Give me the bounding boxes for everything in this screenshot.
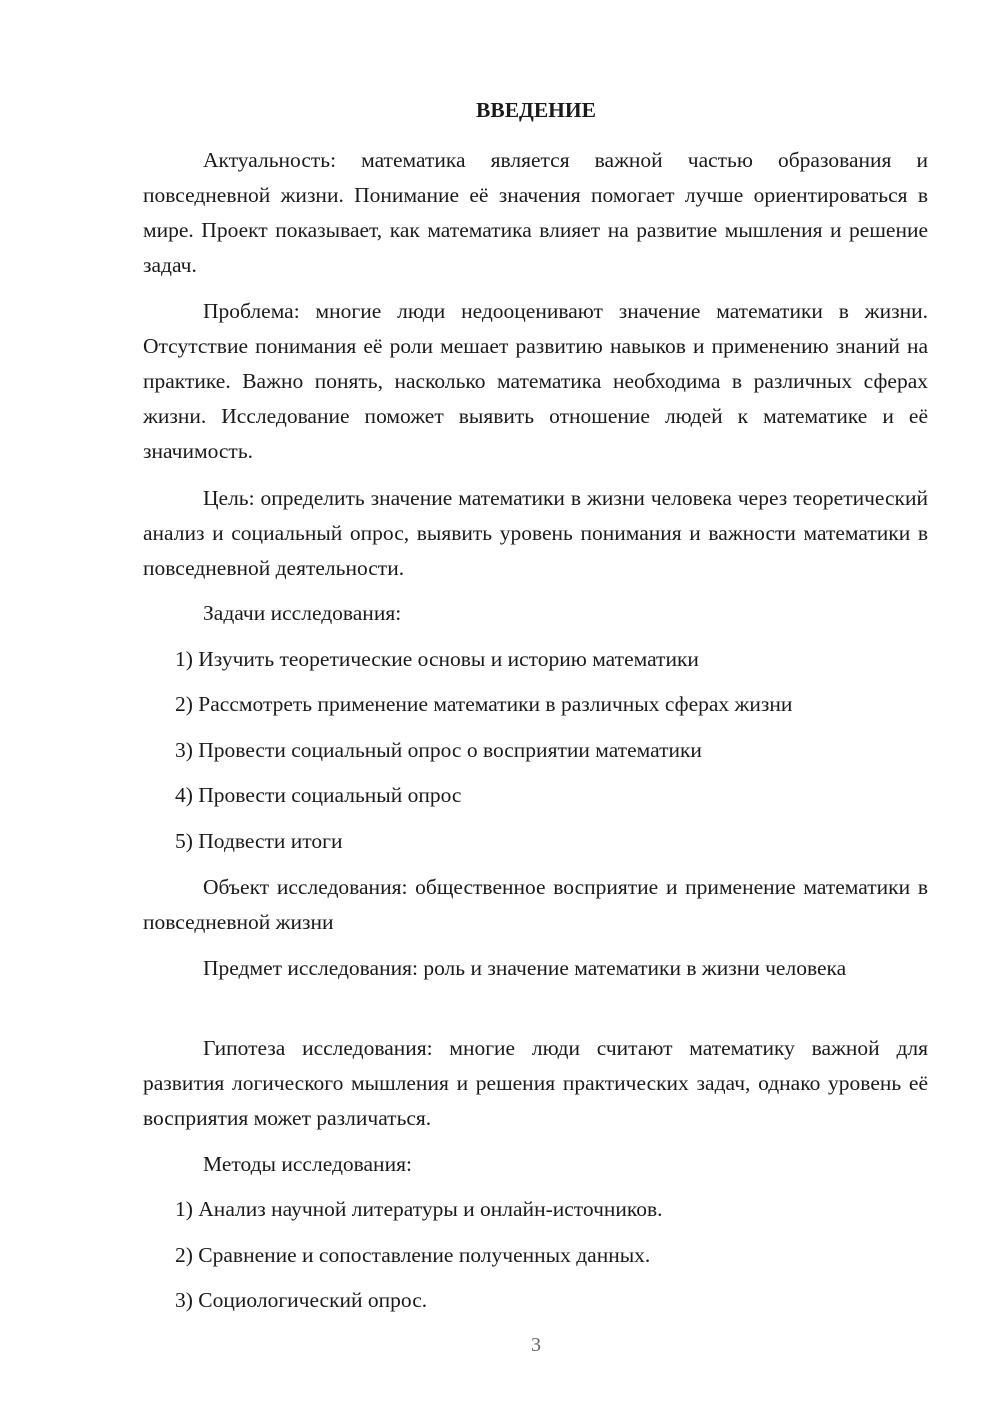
task-item: 2) Рассмотреть применение математики в различных сферах жизни [175, 692, 793, 716]
subject-paragraph: Предмет исследования: роль и значение математики в жизни человека [203, 956, 847, 980]
goal-paragraph: Цель: определить значение математики в жизни человека через теоретический анализ и социальный опрос, выявить уровень понимания и важности математики в повседневной деятельности. [143, 486, 928, 580]
method-item: 2) Сравнение и сопоставление полученных данных. [175, 1243, 651, 1267]
page-title: ВВЕДЕНИЕ [476, 98, 596, 122]
hypothesis-paragraph: Гипотеза исследования: многие люди считают математику важной для развития логического мышления и решения практических задач, однако уровень её восприятия может различаться. [143, 1036, 928, 1130]
problem-paragraph: Проблема: многие люди недооценивают значение математики в жизни. Отсутствие понимания её роли мешает развитию навыков и применению знаний на практике. Важно понять, насколько математика необходима в различных сферах жизни. Исследование поможет выявить отношение людей к математике и её значимость. [143, 299, 928, 463]
relevance-paragraph: Актуальность: математика является важной частью образования и повседневной жизни. Понимание её значения помогает лучше ориентироваться в мире. Проект показывает, как математика влияет на развитие мышления и решение задач. [143, 148, 928, 277]
object-paragraph: Объект исследования: общественное восприятие и применение математики в повседневной жизни [143, 875, 928, 934]
methods-heading: Методы исследования: [203, 1152, 412, 1176]
task-item: 5) Подвести итоги [175, 829, 343, 853]
method-item: 1) Анализ научной литературы и онлайн-источников. [175, 1197, 663, 1221]
page-number: 3 [531, 1334, 541, 1356]
task-item: 4) Провести социальный опрос [175, 783, 462, 807]
task-item: 3) Провести социальный опрос о восприятии математики [175, 738, 702, 762]
task-item: 1) Изучить теоретические основы и историю математики [175, 647, 699, 671]
method-item: 3) Социологический опрос. [175, 1288, 428, 1312]
tasks-heading: Задачи исследования: [203, 601, 402, 625]
